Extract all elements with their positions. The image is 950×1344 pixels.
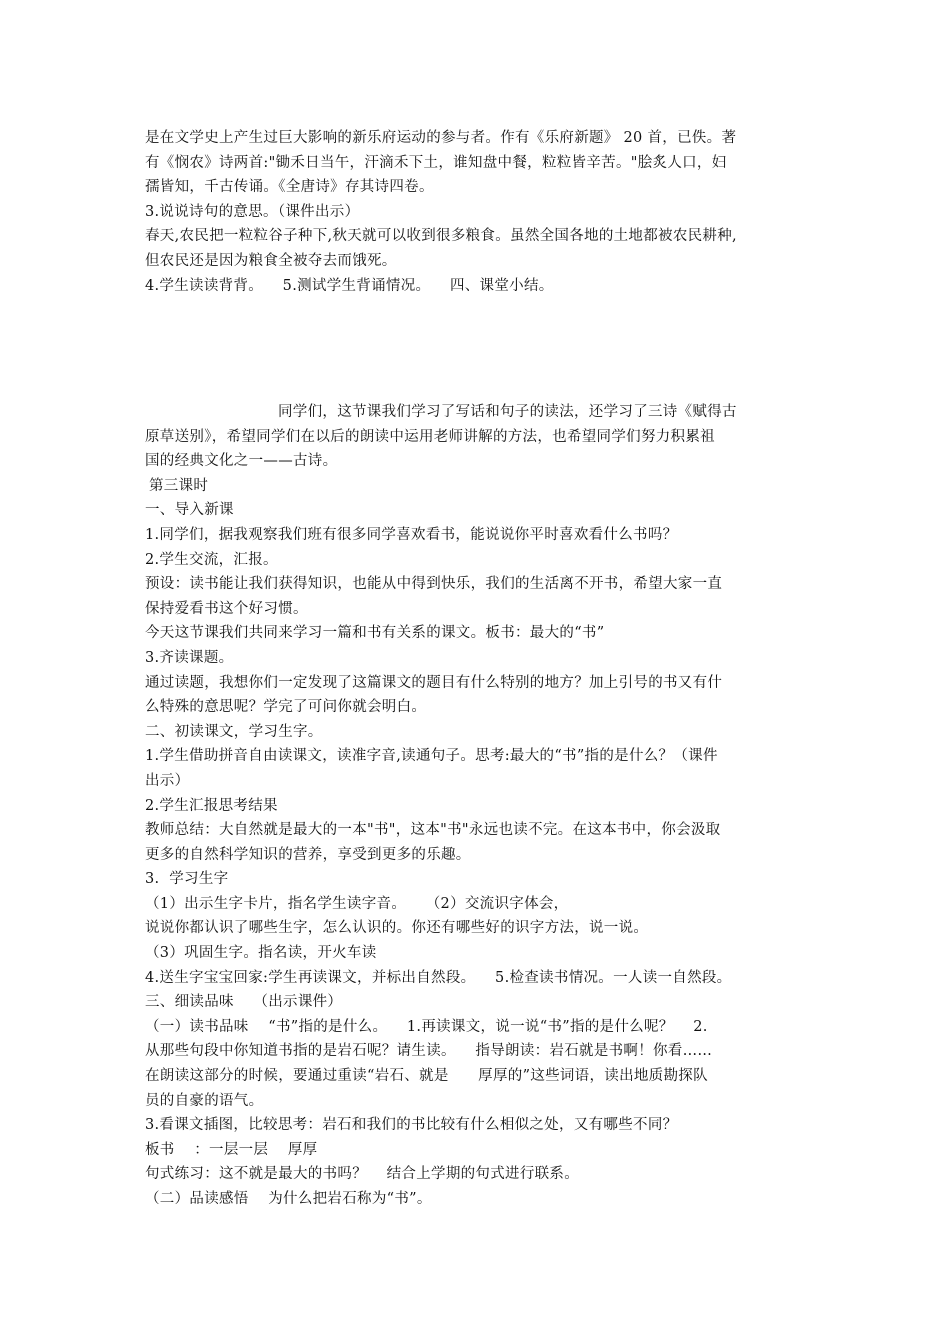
paragraph-line: 通过读题，我想你们一定发现了这篇课文的题目有什么特别的地方？加上引号的书又有什 (145, 674, 723, 691)
paragraph-line: 么特殊的意思呢？学完了可问你就会明白。 (145, 699, 427, 716)
paragraph-line: 3. 学习生字 (145, 871, 229, 888)
paragraph-line: 4.送生字宝宝回家:学生再读课文，并标出自然段。 5.检查读书情况。一人读一自然段。 (145, 969, 732, 986)
section-heading: 二、初读课文，学习生字。 (145, 723, 323, 740)
paragraph-line: 是在文学史上产生过巨大影响的新乐府运动的参与者。作有《乐府新题》 20 首，已佚。著 (145, 130, 737, 146)
paragraph-line: 保持爱看书这个好习惯。 (145, 600, 308, 617)
paragraph-line: 教师总结：大自然就是最大的一本"书"，这本"书"永远也读不完。在这本书中，你会汲取 (145, 822, 721, 839)
paragraph-line: 孺皆知，千古传诵。《全唐诗》存其诗四卷。 (145, 179, 434, 196)
summary-line: 同学们，这节课我们学习了写话和句子的读法，还学习了三诗《赋得古 (278, 404, 737, 420)
paragraph-line: 春天,农民把一粒粒谷子种下,秋天就可以收到很多粮食。虽然全国各地的土地都被农民耕种, (145, 228, 737, 245)
section-heading: 三、细读品味 （出示课件） (145, 994, 343, 1011)
paragraph-line: 预设：读书能让我们获得知识，也能从中得到快乐，我们的生活离不开书，希望大家一直 (145, 576, 723, 593)
paragraph-line: 句式练习：这不就是最大的书吗？ 结合上学期的句式进行联系。 (145, 1166, 580, 1183)
paragraph-line: 1.学生借助拼音自由读课文，读准字音,读通句子。思考:最大的“书”指的是什么？（课件 (145, 748, 718, 765)
paragraph-line: （3）巩固生字。指名读，开火车读 (145, 945, 377, 962)
text-block-top (145, 126, 813, 298)
section-heading: 第三课时 (149, 477, 209, 494)
paragraph-line: （二）品读感悟 为什么把岩石称为“书”。 (145, 1191, 432, 1207)
summary-line: 原草送别》，希望同学们在以后的朗读中运用老师讲解的方法，也希望同学们努力积累祖 (145, 428, 715, 445)
paragraph-line: 今天这节课我们共同来学习一篇和书有关系的课文。板书：最大的“书” (145, 625, 605, 642)
paragraph-line: 但农民还是因为粮食全被夺去而饿死。 (145, 252, 397, 269)
paragraph-line: 说说你都认识了哪些生字，怎么认识的。你还有哪些好的识字方法，说一说。 (145, 920, 649, 937)
paragraph-line: 板书 ：一层一层 厚厚 (145, 1141, 318, 1158)
paragraph-line: 3.说说诗句的意思。（课件出示） (145, 203, 360, 220)
paragraph-line: 有《悯农》诗两首:"锄禾日当午，汗滴禾下土，谁知盘中餐，粒粒皆辛苦。"脍炙人口，妇 (145, 154, 727, 171)
paragraph-line: 2.学生交流，汇报。 (145, 551, 278, 568)
paragraph-line: （一）读书品味 “书”指的是什么。 1.再读课文，说一说“书”指的是什么呢？ 2. (145, 1018, 708, 1035)
paragraph-line: 1.同学们，据我观察我们班有很多同学喜欢看书，能说说你平时喜欢看什么书吗？ (145, 526, 678, 543)
summary-line: 国的经典文化之一——古诗。 (145, 453, 338, 470)
paragraph-line: 员的自豪的语气。 (145, 1092, 264, 1109)
paragraph-line: 出示） (145, 772, 190, 789)
paragraph-line: 从那些句段中你知道书指的是岩石呢？请生读。 指导朗读：岩石就是书啊！你看…… (145, 1043, 713, 1060)
section-heading: 一、导入新课 (145, 502, 234, 519)
paragraph-line: 3.齐读课题。 (145, 649, 234, 666)
paragraph-line: 2.学生汇报思考结果 (145, 797, 278, 814)
paragraph-line: 在朗读这部分的时候，要通过重读“岩石、就是 厚厚的”这些词语，读出地质勘探队 (145, 1068, 708, 1085)
paragraph-line: 更多的自然科学知识的营养，享受到更多的乐趣。 (145, 846, 471, 863)
paragraph-line: 3.看课文插图，比较思考：岩石和我们的书比较有什么相似之处，又有哪些不同？ (145, 1117, 678, 1134)
paragraph-line: 4.学生读读背背。 5.测试学生背诵情况。 四、课堂小结。 (145, 277, 554, 294)
paragraph-line: （1）出示生字卡片，指名学生读字音。 （2）交流识字体会， (145, 895, 569, 912)
text-block-bottom (145, 400, 813, 1212)
